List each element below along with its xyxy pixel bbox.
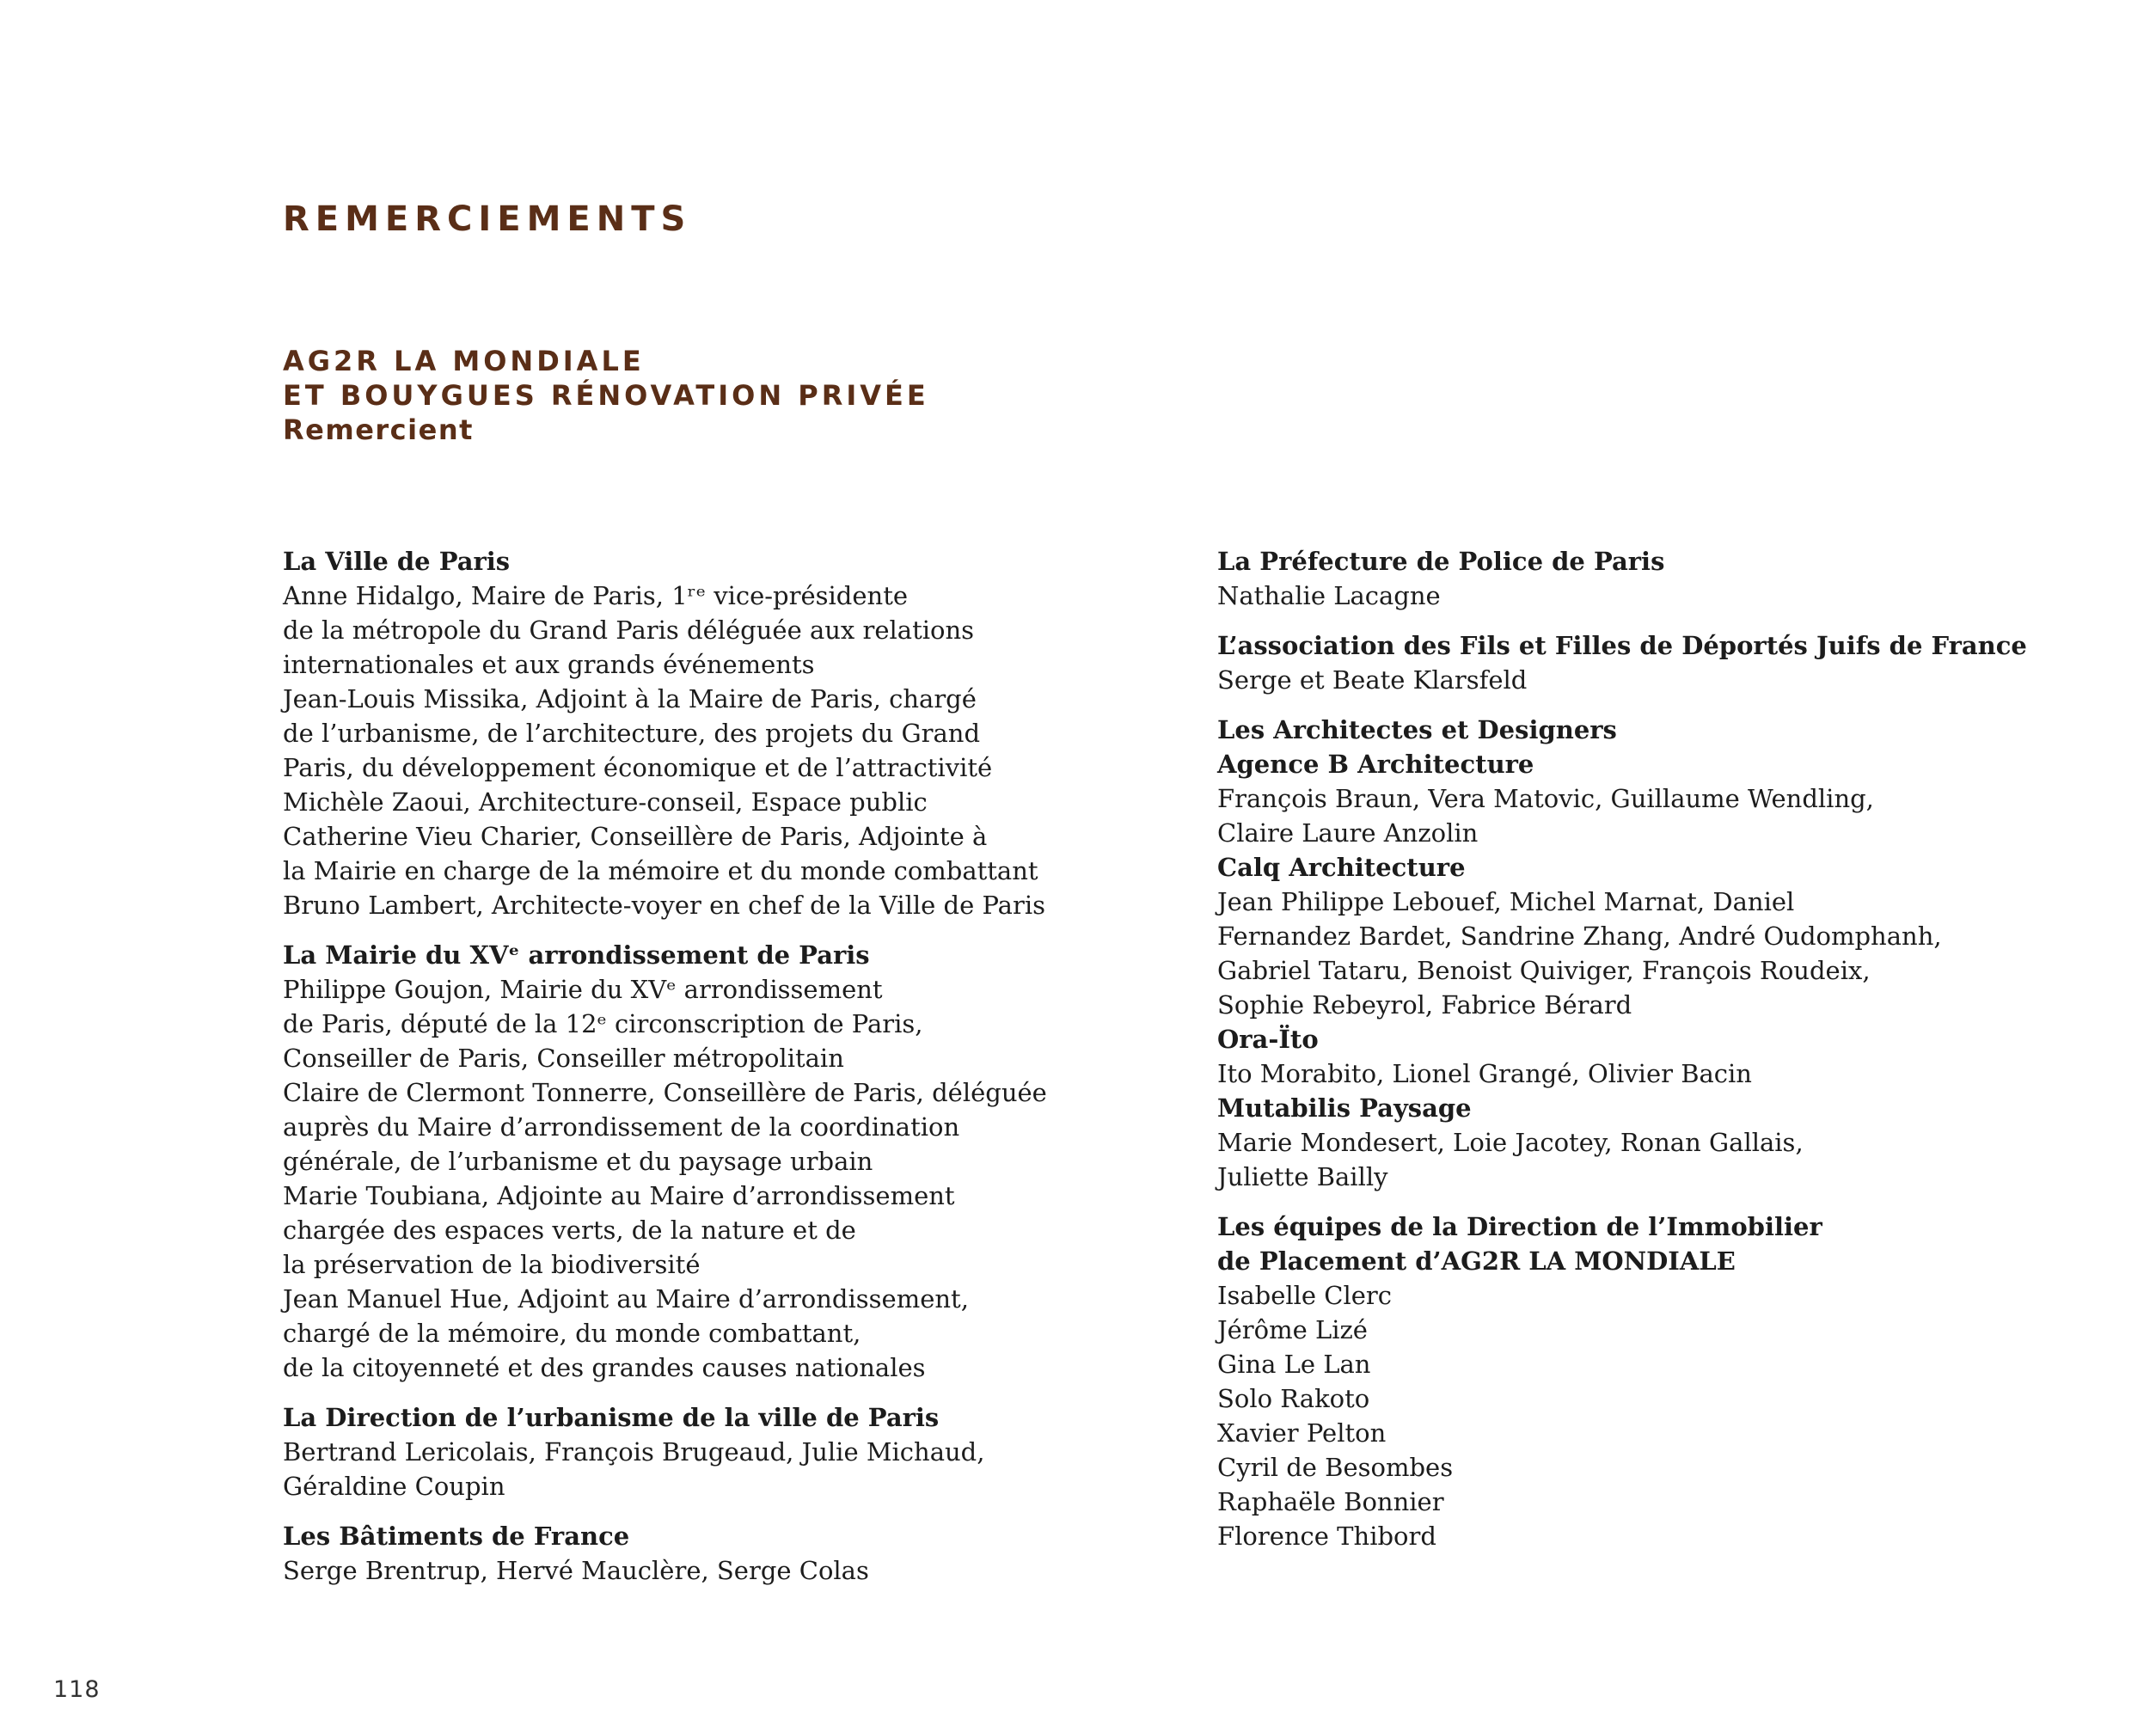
section-heading: L’association des Fils et Filles de Déportés Juifs de France xyxy=(1217,631,2027,660)
name-line: Nathalie Lacagne xyxy=(1217,581,1441,610)
name-line: chargé de la mémoire, du monde combattant, xyxy=(283,1319,861,1348)
subgroup-name: Mutabilis Paysage xyxy=(1217,1093,1472,1123)
name-line: la préservation de la biodiversité xyxy=(283,1250,701,1279)
name-line: Gina Le Lan xyxy=(1217,1350,1371,1379)
name-line: Jean-Louis Missika, Adjoint à la Maire de Paris, chargé xyxy=(283,684,977,713)
name-line: Gabriel Tataru, Benoist Quiviger, François Roudeix, xyxy=(1217,956,1871,985)
subgroup-name: Ora-Ïto xyxy=(1217,1025,1319,1054)
name-line: Michèle Zaoui, Architecture-conseil, Espace public xyxy=(283,787,928,817)
name-line: Jean Philippe Lebouef, Michel Marnat, Daniel xyxy=(1217,887,1795,916)
name-line: de la citoyenneté et des grandes causes nationales xyxy=(283,1353,926,1382)
name-line: Isabelle Clerc xyxy=(1217,1281,1393,1310)
right-column xyxy=(1217,544,2034,1569)
acknowledgement-section xyxy=(283,1400,1057,1503)
section-heading: Les Architectes et Designers xyxy=(1217,715,1617,744)
acknowledgement-section xyxy=(1217,1209,2034,1553)
name-line: la Mairie en charge de la mémoire et du monde combattant xyxy=(283,856,1038,885)
section-heading: Les équipes de la Direction de l’Immobilier xyxy=(1217,1212,1822,1241)
left-column xyxy=(283,544,1057,1603)
name-line: Philippe Goujon, Mairie du XVᵉ arrondissement xyxy=(283,975,883,1004)
name-line: Florence Thibord xyxy=(1217,1522,1436,1551)
name-line: chargée des espaces verts, de la nature et de xyxy=(283,1216,856,1245)
section-heading: La Préfecture de Police de Paris xyxy=(1217,547,1665,576)
acknowledgement-section xyxy=(1217,628,2034,697)
page-number: 118 xyxy=(53,1676,101,1703)
subgroup-name: Agence B Architecture xyxy=(1217,750,1534,779)
page-title: REMERCIEMENTS xyxy=(283,199,692,239)
acknowledgement-section xyxy=(283,938,1057,1385)
name-line: Raphaële Bonnier xyxy=(1217,1487,1444,1516)
name-line: Juliette Bailly xyxy=(1217,1162,1388,1191)
name-line: Claire de Clermont Tonnerre, Conseillère de Paris, déléguée xyxy=(283,1078,1047,1107)
name-line: Serge Brentrup, Hervé Mauclère, Serge Colas xyxy=(283,1556,869,1585)
name-line: Jérôme Lizé xyxy=(1217,1315,1368,1344)
name-line: Jean Manuel Hue, Adjoint au Maire d’arrondissement, xyxy=(283,1284,969,1314)
name-line: internationales et aux grands événements xyxy=(283,650,815,679)
name-line: Bruno Lambert, Architecte-voyer en chef de la Ville de Paris xyxy=(283,891,1045,920)
name-line: générale, de l’urbanisme et du paysage urbain xyxy=(283,1147,873,1176)
acknowledgement-section xyxy=(1217,713,2034,1194)
name-line: de Paris, député de la 12ᵉ circonscription de Paris, xyxy=(283,1009,923,1038)
acknowledgement-section xyxy=(283,1519,1057,1588)
name-line: Marie Toubiana, Adjointe au Maire d’arrondissement xyxy=(283,1181,955,1210)
name-line: de la métropole du Grand Paris déléguée aux relations xyxy=(283,615,975,645)
acknowledgement-section xyxy=(1217,544,2034,613)
heading-line-1: AG2R LA MONDIALE xyxy=(283,345,645,377)
name-line: Marie Mondesert, Loie Jacotey, Ronan Gallais, xyxy=(1217,1128,1804,1157)
section-heading: La Direction de l’urbanisme de la ville de Paris xyxy=(283,1403,940,1432)
name-line: Bertrand Lericolais, François Brugeaud, Julie Michaud, xyxy=(283,1437,985,1467)
name-line: Ito Morabito, Lionel Grangé, Olivier Bacin xyxy=(1217,1059,1752,1088)
name-line: Xavier Pelton xyxy=(1217,1418,1387,1448)
section-heading: La Mairie du XVᵉ arrondissement de Paris xyxy=(283,940,870,970)
section-heading: de Placement d’AG2R LA MONDIALE xyxy=(1217,1246,1736,1276)
name-line: Sophie Rebeyrol, Fabrice Bérard xyxy=(1217,990,1632,1020)
name-line: Conseiller de Paris, Conseiller métropolitain xyxy=(283,1044,844,1073)
section-heading: Les Bâtiments de France xyxy=(283,1522,630,1551)
heading-line-2: ET BOUYGUES RÉNOVATION PRIVÉE xyxy=(283,379,929,412)
name-line: Géraldine Coupin xyxy=(283,1472,505,1501)
name-line: de l’urbanisme, de l’architecture, des projets du Grand xyxy=(283,719,981,748)
acknowledgement-section xyxy=(283,544,1057,922)
thanks-heading xyxy=(283,344,929,447)
name-line: Cyril de Besombes xyxy=(1217,1453,1454,1482)
name-line: Catherine Vieu Charier, Conseillère de Paris, Adjointe à xyxy=(283,822,988,851)
name-line: auprès du Maire d’arrondissement de la coordination xyxy=(283,1112,960,1142)
name-line: François Braun, Vera Matovic, Guillaume Wendling, xyxy=(1217,784,1874,813)
subgroup-name: Calq Architecture xyxy=(1217,853,1466,882)
name-line: Fernandez Bardet, Sandrine Zhang, André Oudomphanh, xyxy=(1217,922,1942,951)
heading-line-3: Remercient xyxy=(283,413,474,446)
name-line: Serge et Beate Klarsfeld xyxy=(1217,665,1528,695)
section-heading: La Ville de Paris xyxy=(283,547,511,576)
name-line: Solo Rakoto xyxy=(1217,1384,1370,1413)
name-line: Paris, du développement économique et de l’attractivité xyxy=(283,753,993,782)
name-line: Claire Laure Anzolin xyxy=(1217,818,1479,848)
name-line: Anne Hidalgo, Maire de Paris, 1ʳᵉ vice-présidente xyxy=(283,581,909,610)
